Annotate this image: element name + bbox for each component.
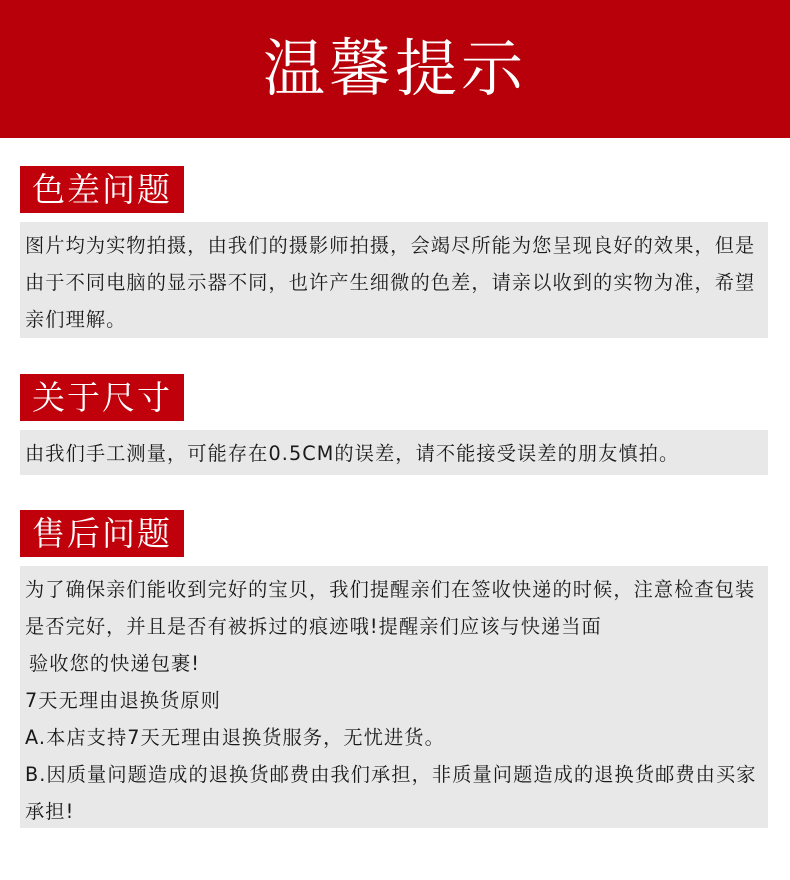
section-heading-after-sale: 售后问题 (20, 510, 184, 557)
after-sale-paragraph: 验收您的快递包裹! (29, 652, 201, 675)
page-banner (0, 0, 790, 138)
section-heading-size: 关于尺寸 (20, 374, 184, 421)
size-text: 由我们手工测量，可能存在0.5CM的误差，请不能接受误差的朋友慎拍。 (25, 442, 680, 465)
return-policy-title: 7天无理由退换货原则 (25, 689, 221, 712)
page-title: 温馨提示 (262, 32, 527, 105)
after-sale-paragraph: 为了确保亲们能收到完好的宝贝，我们提醒亲们在签收快递的时候，注意检查包装是否完好，并且是否有被拆过的痕迹哦!提醒亲们应该与快递当面 (25, 578, 756, 638)
return-policy-item-a: A.本店支持7天无理由退换货服务，无忧进货。 (25, 726, 445, 749)
return-policy-item-b: B.因质量问题造成的退换货邮费由我们承担，非质量问题造成的退换货邮费由买家承担! (25, 763, 757, 823)
section-body-size (20, 430, 768, 475)
color-difference-text: 图片均为实物拍摄，由我们的摄影师拍摄，会竭尽所能为您呈现良好的效果，但是由于不同电脑的显示器不同，也许产生细微的色差，请亲以收到的实物为准，希望亲们理解。 (25, 234, 756, 331)
section-body-color-difference (20, 222, 768, 338)
section-heading-color-difference: 色差问题 (20, 166, 184, 213)
section-body-after-sale (20, 566, 768, 828)
